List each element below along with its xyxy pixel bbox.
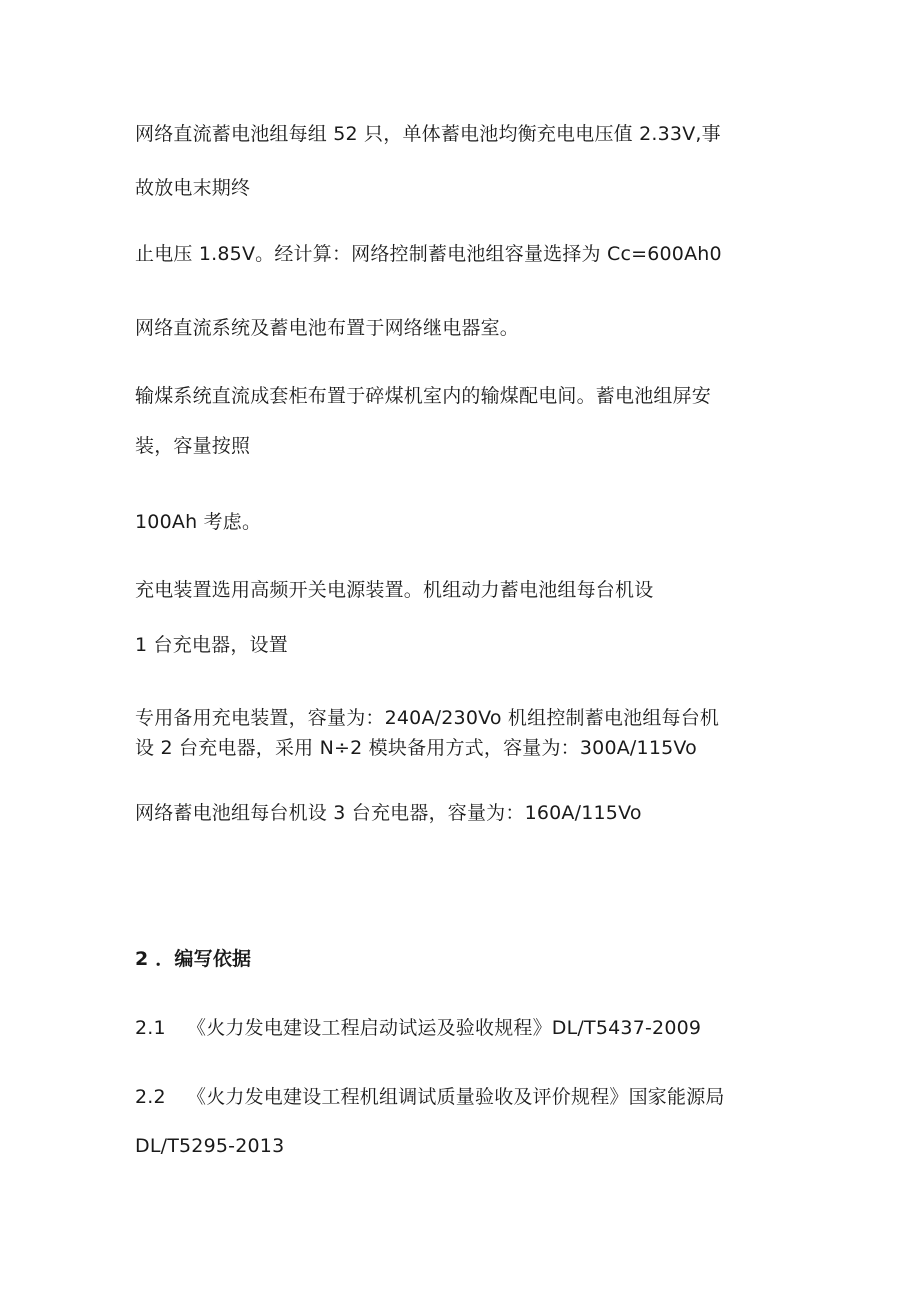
reference-text: 《火力发电建设工程机组调试质量验收及评价规程》国家能源局 xyxy=(187,1086,725,1108)
paragraph-line: 设 2 台充电器，采用 N÷2 模块备用方式，容量为：300A∕115Vo xyxy=(135,737,697,759)
reference-number: 2.1 xyxy=(135,1017,166,1039)
paragraph-line: 100Ah 考虑。 xyxy=(135,511,262,533)
reference-text-continued: DL/T5295-2013 xyxy=(135,1135,285,1157)
reference-number: 2.2 xyxy=(135,1086,166,1108)
reference-item xyxy=(135,1016,701,1040)
paragraph-line: 网络直流蓄电池组每组 52 只，单体蓄电池均衡充电电压值 2.33V,事 xyxy=(135,123,721,145)
reference-text: 《火力发电建设工程启动试运及验收规程》DL/T5437-2009 xyxy=(187,1017,702,1039)
paragraph-line: 装，容量按照 xyxy=(135,435,251,457)
paragraph-line: 故放电末期终 xyxy=(135,177,251,199)
reference-item xyxy=(135,1085,725,1109)
paragraph-line: 网络直流系统及蓄电池布置于网络继电器室。 xyxy=(135,317,520,339)
paragraph-line: 止电压 1.85V。经计算：网络控制蓄电池组容量选择为 Cc=600Ah0 xyxy=(135,243,722,265)
section-heading: 2 ．编写依据 xyxy=(135,948,252,970)
paragraph-line: 1 台充电器，设置 xyxy=(135,634,288,656)
paragraph-line: 充电装置选用高频开关电源装置。机组动力蓄电池组每台机设 xyxy=(135,579,654,601)
paragraph-line: 输煤系统直流成套柜布置于碎煤机室内的输煤配电间。蓄电池组屏安 xyxy=(135,385,712,407)
paragraph-line: 网络蓄电池组每台机设 3 台充电器，容量为：160A∕115Vo xyxy=(135,802,642,824)
paragraph-line: 专用备用充电装置，容量为：240A∕230Vo 机组控制蓄电池组每台机 xyxy=(135,707,720,729)
